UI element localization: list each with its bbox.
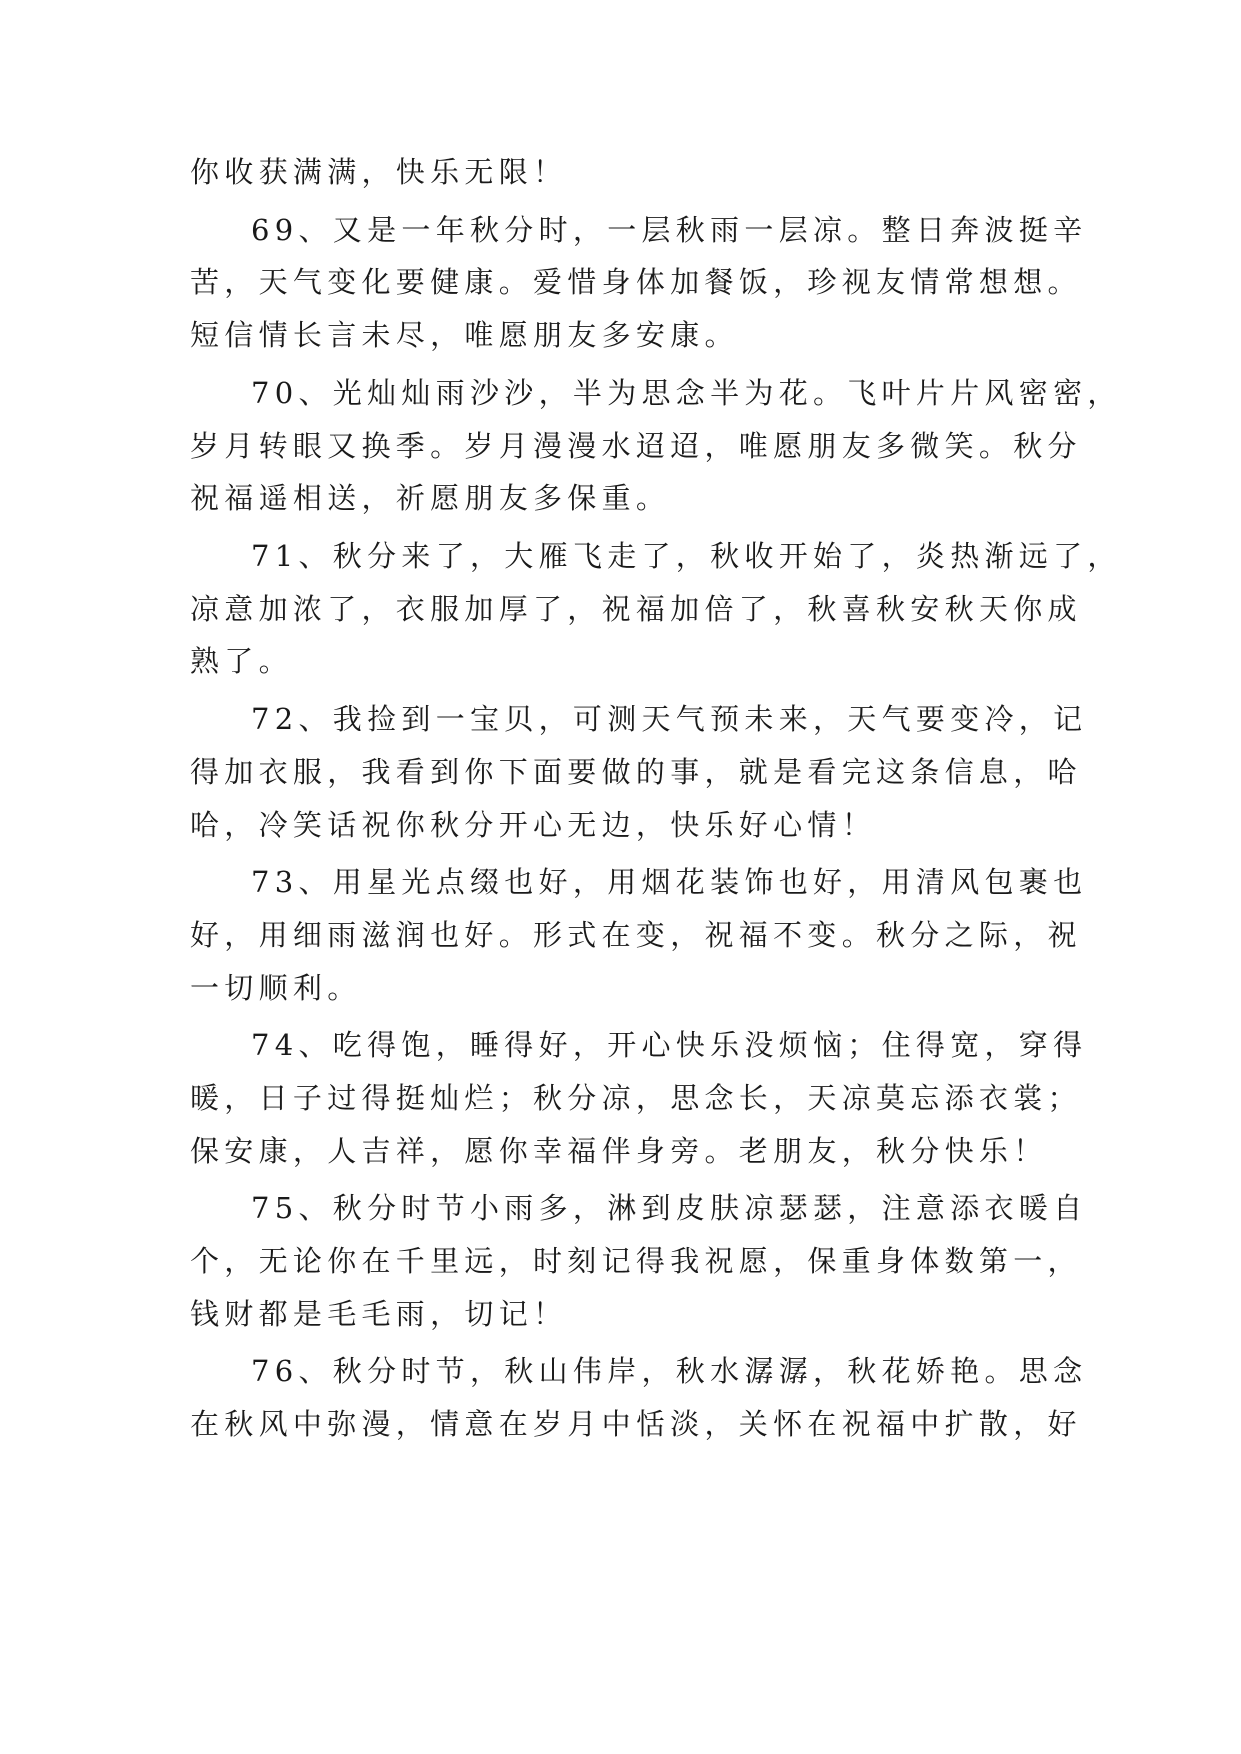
paragraph-71-line-1: 71、秋分来了，大雁飞走了，秋收开始了，炎热渐远了， [251,539,1122,573]
paragraph-72-line-1: 72、我捡到一宝贝，可测天气预未来，天气要变冷，记 [251,702,1088,736]
paragraph-73-line-2: 好，用细雨滋润也好。形式在变，祝福不变。秋分之际，祝 [190,918,1082,952]
paragraph-76-line-1: 76、秋分时节，秋山伟岸，秋水潺潺，秋花娇艳。思念 [251,1354,1088,1388]
paragraph-76-line-2: 在秋风中弥漫，情意在岁月中恬淡，关怀在祝福中扩散，好 [190,1407,1082,1441]
paragraph-70-line-3: 祝福遥相送，祈愿朋友多保重。 [190,481,671,515]
paragraph-74-line-3: 保安康，人吉祥，愿你幸福伴身旁。老朋友，秋分快乐！ [190,1134,1048,1168]
paragraph-73-line-1: 73、用星光点缀也好，用烟花装饰也好，用清风包裹也 [251,865,1088,899]
paragraph-69-line-2: 苦，天气变化要健康。爱惜身体加餐饭，珍视友情常想想。 [190,265,1082,299]
paragraph-73-line-3: 一切顺利。 [190,971,362,1005]
paragraph-74-line-2: 暖，日子过得挺灿烂；秋分凉，思念长，天凉莫忘添衣裳； [190,1081,1082,1115]
paragraph-70-line-1: 70、光灿灿雨沙沙，半为思念半为花。飞叶片片风密密， [251,376,1122,410]
paragraph-68-line-3: 你收获满满，快乐无限！ [190,155,568,189]
paragraph-71-line-2: 凉意加浓了，衣服加厚了，祝福加倍了，秋喜秋安秋天你成 [190,592,1082,626]
paragraph-75-line-1: 75、秋分时节小雨多，淋到皮肤凉瑟瑟，注意添衣暖自 [251,1191,1088,1225]
paragraph-69-line-3: 短信情长言未尽，唯愿朋友多安康。 [190,318,739,352]
paragraph-70-line-2: 岁月转眼又换季。岁月漫漫水迢迢，唯愿朋友多微笑。秋分 [190,429,1082,463]
paragraph-74-line-1: 74、吃得饱，睡得好，开心快乐没烦恼；住得宽，穿得 [251,1028,1088,1062]
paragraph-71-line-3: 熟了。 [190,644,293,678]
paragraph-75-line-3: 钱财都是毛毛雨，切记！ [190,1297,568,1331]
paragraph-75-line-2: 个，无论你在千里远，时刻记得我祝愿，保重身体数第一， [190,1244,1082,1278]
paragraph-69-line-1: 69、又是一年秋分时，一层秋雨一层凉。整日奔波挺辛 [251,213,1088,247]
paragraph-72-line-3: 哈，冷笑话祝你秋分开心无边，快乐好心情！ [190,808,877,842]
paragraph-72-line-2: 得加衣服，我看到你下面要做的事，就是看完这条信息，哈 [190,755,1082,789]
